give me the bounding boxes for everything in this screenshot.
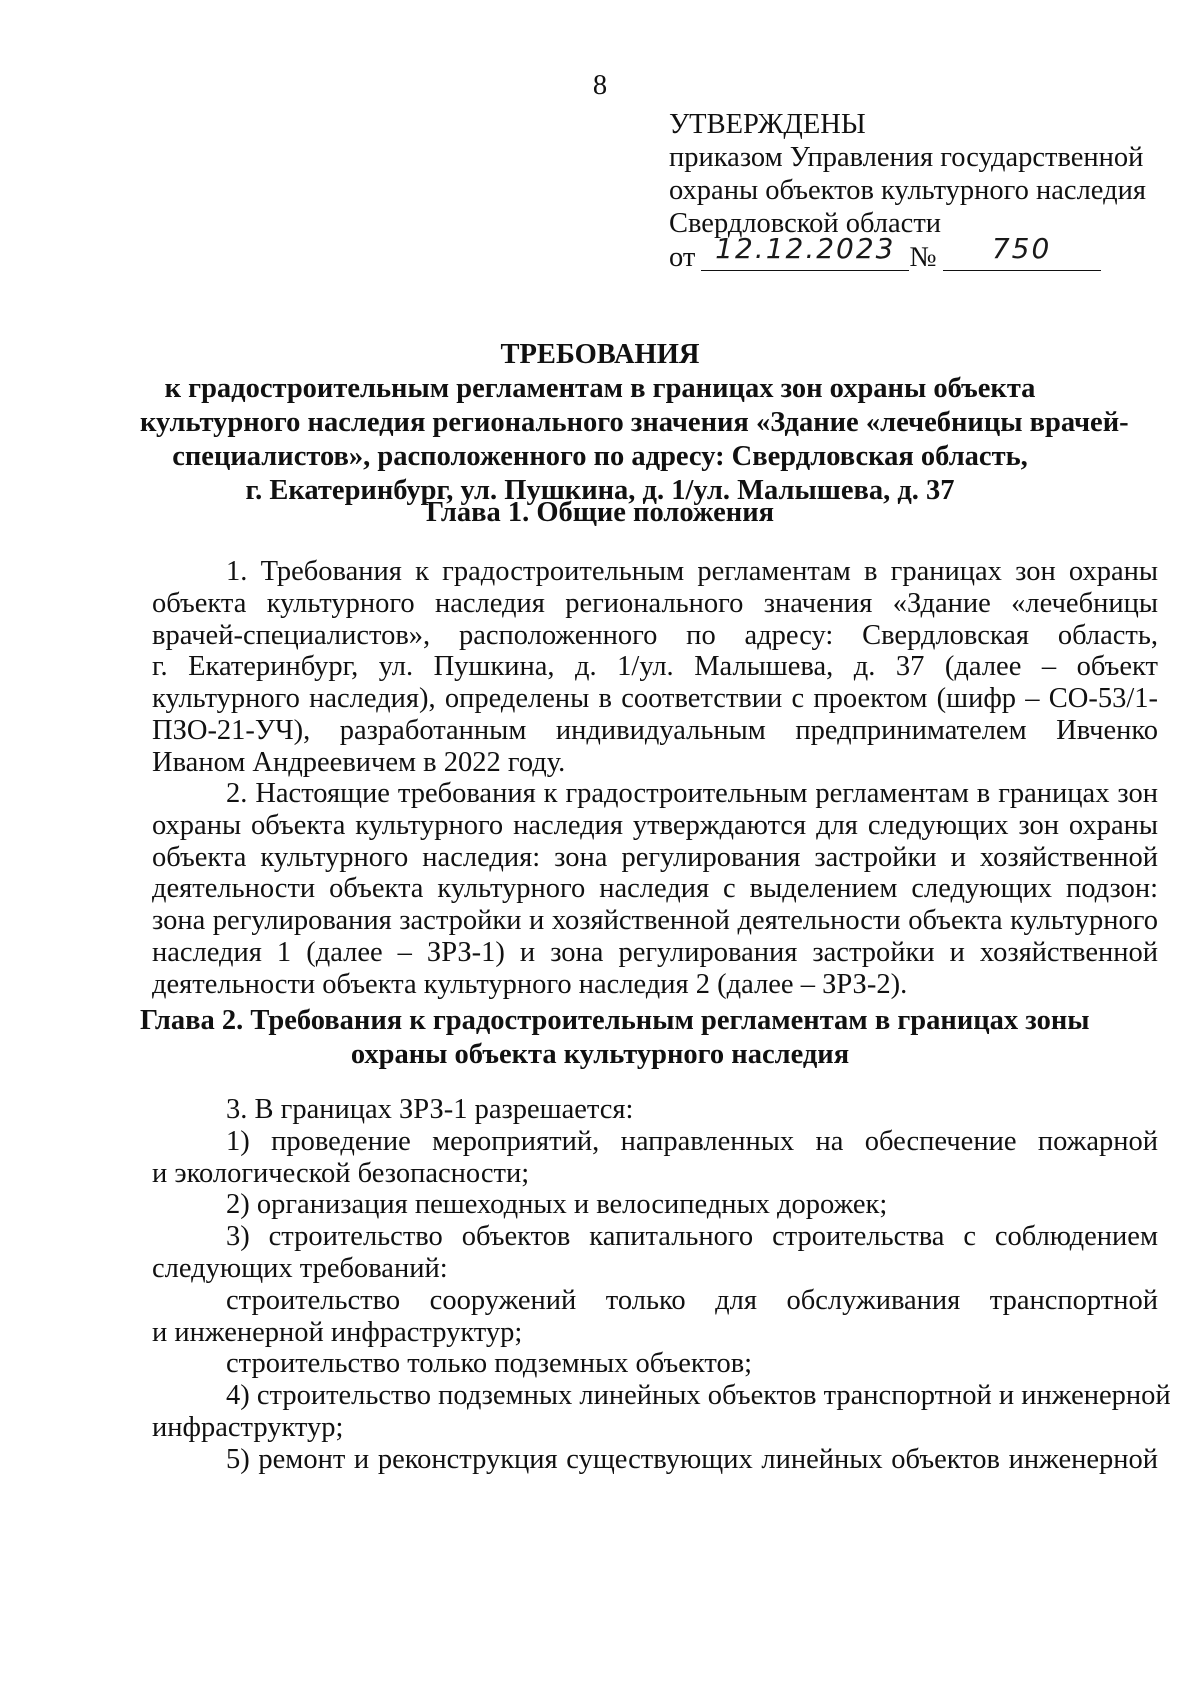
text-line: ПЗО-21-УЧ), разработанным индивидуальным предпринимателем Ивченко xyxy=(152,714,1158,746)
text-line: охраны объекта культурного наследия утверждаются для следующих зон охраны xyxy=(152,809,1158,841)
chapter-heading-line: Глава 1. Общие положения xyxy=(425,497,775,528)
chapter-2-heading xyxy=(140,1004,1090,1072)
text-line: 1. Требования к градостроительным регламентам в границах зон охраны xyxy=(226,556,1158,587)
title-line: культурного наследия регионального значения «Здание «лечебницы врачей- xyxy=(140,407,1129,438)
paragraph-2 xyxy=(152,778,1158,1001)
text-line: 5) ремонт и реконструкция существующих линейных объектов инженерной xyxy=(226,1443,1158,1475)
text-line: и экологической безопасности; xyxy=(152,1157,530,1189)
approval-date-row xyxy=(669,232,1169,280)
number-field xyxy=(943,232,1101,271)
handwritten-date: 12.12.2023 xyxy=(715,232,896,265)
number-sign: № xyxy=(909,242,937,273)
paragraph-3: 3. В границах ЗРЗ-1 разрешается: xyxy=(226,1094,634,1125)
paragraph-1 xyxy=(152,556,1158,779)
text-line: и инженерной инфраструктур; xyxy=(152,1316,523,1348)
text-line: 3) строительство объектов капитального строительства с соблюдением xyxy=(226,1221,1158,1253)
approval-line: УТВЕРЖДЕНЫ xyxy=(669,109,866,140)
approval-line: охраны объектов культурного наследия xyxy=(669,175,1146,206)
text-line: наследия 1 (далее – ЗРЗ-1) и зона регулирования застройки и хозяйственной xyxy=(152,936,1158,968)
approval-line: приказом Управления государственной xyxy=(669,142,1144,173)
text-line: объекта культурного наследия регионального значения «Здание «лечебницы xyxy=(152,587,1158,619)
list-item: строительство только подземных объектов; xyxy=(226,1348,753,1380)
title-line: к градостроительным регламентам в границах зон охраны объекта xyxy=(164,373,1036,404)
text-line: 2. Настоящие требования к градостроительным регламентам в границах зон xyxy=(226,778,1158,809)
title-line: г. Екатеринбург, ул. Пушкина, д. 1/ул. Малышева, д. 37 xyxy=(245,475,955,506)
text-line: инфраструктур; xyxy=(152,1411,344,1443)
text-line: деятельности объекта культурного наследия 2 (далее – ЗРЗ-2). xyxy=(152,968,908,1000)
title-line: специалистов», расположенного по адресу: Свердловская область, xyxy=(172,441,1028,472)
text-line: деятельности объекта культурного наследия с выделением следующих подзон: xyxy=(152,873,1158,905)
approval-block xyxy=(669,108,1169,280)
text-line: 4) строительство подземных линейных объектов транспортной и инженерной xyxy=(226,1380,1171,1412)
chapter-1-heading xyxy=(140,496,1060,530)
text-line: Иваном Андреевичем в 2022 году. xyxy=(152,746,566,778)
title-heading: ТРЕБОВАНИЯ xyxy=(500,339,700,370)
page-number: 8 xyxy=(592,70,608,101)
text-line: г. Екатеринбург, ул. Пушкина, д. 1/ул. Малышева, д. 37 (далее – объект xyxy=(152,651,1158,683)
text-line: строительство сооружений только для обслуживания транспортной xyxy=(226,1284,1158,1316)
document-title xyxy=(140,338,1129,508)
date-field xyxy=(701,232,909,271)
text-line: следующих требований: xyxy=(152,1252,448,1284)
text-line: 1) проведение мероприятий, направленных на обеспечение пожарной xyxy=(226,1125,1158,1157)
chapter-2-body xyxy=(152,1094,1171,1476)
text-line: культурного наследия), определены в соответствии с проектом (шифр – СО-53/1- xyxy=(152,683,1158,715)
text-line: зона регулирования застройки и хозяйственной деятельности объекта культурного xyxy=(152,905,1158,937)
list-item: 2) организация пешеходных и велосипедных дорожек; xyxy=(226,1189,888,1221)
text-line: врачей-специалистов», расположенного по адресу: Свердловская область, xyxy=(152,619,1158,651)
date-prefix: от xyxy=(669,242,696,273)
handwritten-number: 750 xyxy=(991,232,1052,265)
approval-line: Свердловской области xyxy=(669,208,942,239)
chapter-heading-line: охраны объекта культурного наследия xyxy=(350,1039,850,1070)
text-line: объекта культурного наследия: зона регулирования застройки и хозяйственной xyxy=(152,841,1158,873)
chapter-heading-line: Глава 2. Требования к градостроительным регламентам в границах зоны xyxy=(140,1005,1090,1036)
